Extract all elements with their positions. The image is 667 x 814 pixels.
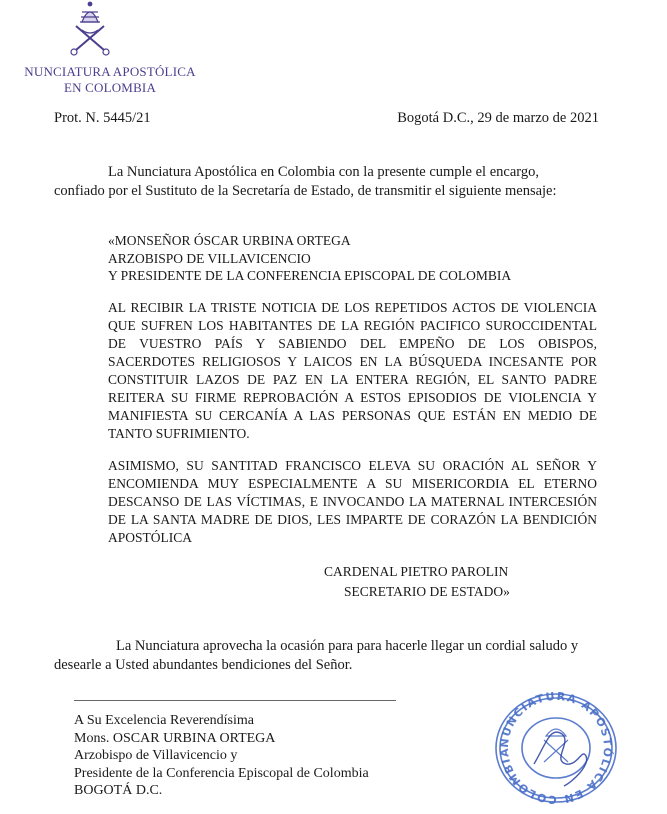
closing-paragraph <box>54 637 597 674</box>
message-paragraph-1: AL RECIBIR LA TRISTE NOTICIA DE LOS REPETIDOS ACTOS DE VIOLENCIA QUE SUFREN LOS HABITANTES DE LA REGIÓN PACIFICO SUROCCIDENTAL DE VUESTRO PAÍS Y SABIENDO DEL EMPEÑO DE LOS OBISPOS, SACERDOTES RELIGIOSOS Y LAICOS EN LA BÚSQUEDA INCESANTE POR CONSTITUIR LAZOS DE PAZ EN LA ENTERA REGIÓN, EL SANTO PADRE REITERA SU FIRME REPROBACIÓN A ESTOS EPISODIOS DE VIOLENCIA Y MANIFIESTA SU CERCANÍA A LAS PERSONAS QUE ESTÁN EN MEDIO DE TANTO SUFRIMIENTO. <box>108 300 597 441</box>
letterhead-line-1: NUNCIATURA APOSTÓLICA <box>24 64 196 79</box>
recipient-block <box>74 712 369 800</box>
signatory-name: CARDENAL PIETRO PAROLIN <box>324 564 509 579</box>
divider-line <box>74 700 396 701</box>
addressee-line-3: Y PRESIDENTE DE LA CONFERENCIA EPISCOPAL DE COLOMBIA <box>108 268 512 283</box>
seal-text: NUNCIATURA APOSTÓLICA EN COLOMBIA <box>497 689 615 806</box>
nunciature-seal-stamp <box>486 686 626 806</box>
recipient-line-5: BOGOTÁ D.C. <box>74 783 163 798</box>
protocol-number: Prot. N. 5445/21 <box>54 110 151 126</box>
papal-emblem-icon <box>60 0 120 56</box>
message-paragraph-2: ASIMISMO, SU SANTITAD FRANCISCO ELEVA SU ORACIÓN AL SEÑOR Y ENCOMIENDA MUY ESPECIALMENTE A SU MISERICORDIA EL ETERNO DESCANSO DE LAS VÍCTIMAS, E INVOCANDO LA MATERNAL INTERCESIÓN DE LA SANTA MADRE DE DIOS, LES IMPARTE DE CORAZÓN LA BENDICIÓN APOSTÓLICA <box>108 458 597 545</box>
recipient-line-4: Presidente de la Conferencia Episcopal de Colombia <box>74 765 369 781</box>
recipient-line-1: A Su Excelencia Reverendísima <box>74 713 254 728</box>
addressee-line-1: «MONSEÑOR ÓSCAR URBINA ORTEGA <box>108 233 351 248</box>
recipient-line-2: Mons. OSCAR URBINA ORTEGA <box>74 730 276 746</box>
closing-line-1: La Nunciatura aprovecha la ocasión para para hacerle llegar un cordial saludo y <box>116 638 579 654</box>
closing-line-2: desearle a Usted abundantes bendiciones del Señor. <box>54 656 353 673</box>
signatory-title: SECRETARIO DE ESTADO» <box>344 584 510 599</box>
addressee-line-2: ARZOBISPO DE VILLAVICENCIO <box>108 250 311 266</box>
recipient-line-3: Arzobispo de Villavicencio y <box>74 748 238 763</box>
letterhead-line-2: EN COLOMBIA <box>63 80 157 95</box>
intro-paragraph <box>54 163 597 200</box>
intro-line-2: confiado por el Sustituto de la Secretaría de Estado, de transmitir el siguiente mensaje: <box>54 182 557 199</box>
intro-line-1: La Nunciatura Apostólica en Colombia con la presente cumple el encargo, <box>108 164 539 180</box>
addressee-block <box>108 232 511 285</box>
letter-date: Bogotá D.C., 29 de marzo de 2021 <box>397 110 599 126</box>
